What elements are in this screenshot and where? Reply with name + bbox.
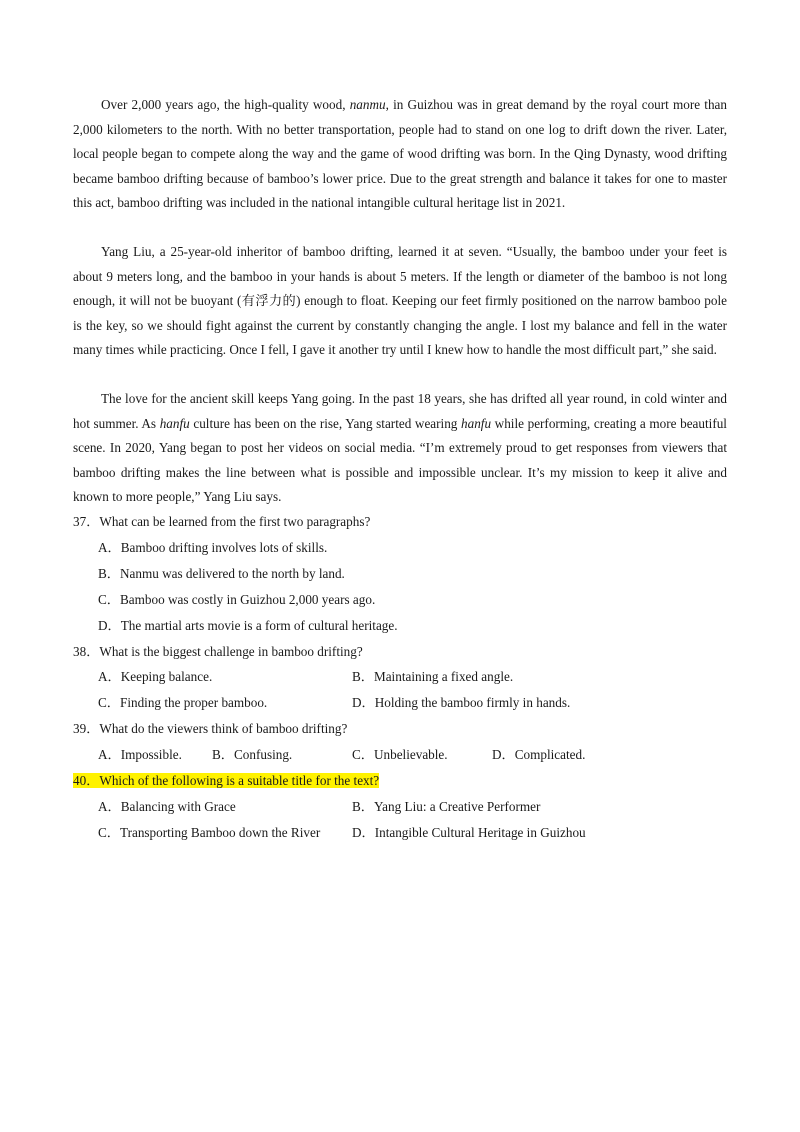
passage-paragraph-3 <box>73 387 727 510</box>
question-37-option-c[interactable]: C．Bamboo was costly in Guizhou 2,000 years ago. <box>98 592 376 607</box>
p1-text-start: Over 2,000 years ago, the high-quality wood, <box>101 97 350 112</box>
question-39-option-a[interactable]: A．Impossible. <box>98 747 182 762</box>
question-40-stem-row <box>73 771 379 791</box>
question-37-option-b[interactable]: B．Nanmu was delivered to the north by land. <box>98 566 345 581</box>
question-38-option-d[interactable]: D．Holding the bamboo firmly in hands. <box>352 695 571 710</box>
question-40-option-c[interactable]: C．Transporting Bamboo down the River <box>98 825 321 840</box>
p3-italic-hanfu-1: hanfu <box>159 415 190 431</box>
question-37-option-d[interactable]: D．The martial arts movie is a form of cultural heritage. <box>98 618 398 633</box>
question-38-option-c[interactable]: C．Finding the proper bamboo. <box>98 695 268 710</box>
p3-text-c: while performing, creating a more beautiful scene. In 2020, Yang began to post her videos on social media. “I’m extremely proud to get responses from viewers that bamboo drifting makes the line between what is possible and impossible unclear. It’s my mission to keep it alive and known to more people,” Yang Liu says. <box>73 415 727 504</box>
passage-paragraph-1 <box>73 93 727 216</box>
question-38-option-b[interactable]: B．Maintaining a fixed angle. <box>352 669 514 684</box>
question-39-option-d[interactable]: D．Complicated. <box>492 747 586 762</box>
question-37-stem: 37．What can be learned from the first two paragraphs? <box>73 514 371 529</box>
p3-text-b: culture has been on the rise, Yang started wearing <box>189 415 462 431</box>
question-39-option-c[interactable]: C．Unbelievable. <box>352 747 448 762</box>
question-39-stem: 39．What do the viewers think of bamboo drifting? <box>73 721 348 736</box>
question-40-option-d[interactable]: D．Intangible Cultural Heritage in Guizhou <box>352 825 586 840</box>
question-40-option-a[interactable]: A．Balancing with Grace <box>98 799 236 814</box>
p3-italic-hanfu-2: hanfu <box>461 415 492 431</box>
question-38-stem: 38．What is the biggest challenge in bamboo drifting? <box>73 644 363 659</box>
question-38-option-a[interactable]: A．Keeping balance. <box>98 669 213 684</box>
p1-italic-nanmu: nanmu <box>349 97 386 112</box>
question-39-option-b[interactable]: B．Confusing. <box>212 747 293 762</box>
p1-text-end: , in Guizhou was in great demand by the royal court more than 2,000 kilometers to the north. With no better transportation, people had to stand on one log to drift down the river. Later, local people began to compete along the way and the game of wood drifting was born. In the Qing Dynasty, wood drifting became bamboo drifting because of bamboo’s lower price. Due to the great strength and balance it takes for one to master this act, bamboo drifting was included in the national intangible cultural heritage list in 2021. <box>73 97 727 210</box>
passage-paragraph-2: Yang Liu, a 25-year-old inheritor of bamboo drifting, learned it at seven. “Usually, the bamboo under your feet is about 9 meters long, and the bamboo in your hands is about 5 meters. If the length or diameter of the bamboo is not long enough, it will not be buoyant (有浮力的) enough to float. Keeping our feet firmly positioned on the narrow bamboo pole is the key, so we should fight against the current by constantly changing the angle. I lost my balance and fell in the water many times while practicing. Once I fell, I gave it another try until I knew how to handle the most difficult part,” she said. <box>73 244 727 357</box>
question-40-stem: 40．Which of the following is a suitable title for the text? <box>73 773 380 788</box>
p3-text-a: The love for the ancient skill keeps Yang going. In the past 18 years, she has drifted all year round, in cold winter and hot summer. As <box>73 391 727 431</box>
question-40-option-b[interactable]: B．Yang Liu: a Creative Performer <box>352 799 541 814</box>
question-37-option-a[interactable]: A．Bamboo drifting involves lots of skills. <box>98 540 328 555</box>
